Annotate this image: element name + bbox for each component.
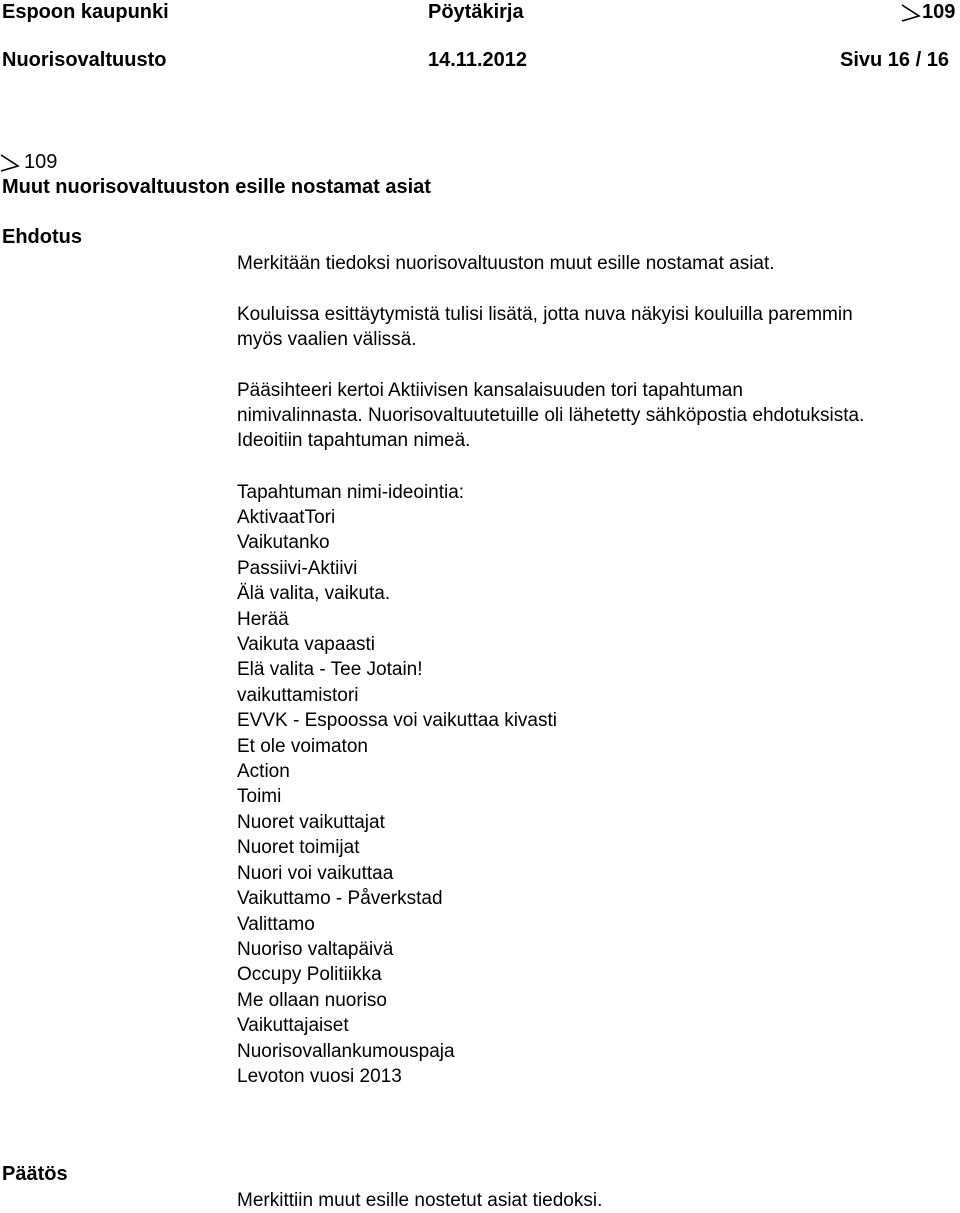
list-item: vaikuttamistori	[237, 684, 359, 706]
header-page: Sivu 16 / 16	[840, 49, 949, 71]
header-body: Nuorisovaltuusto	[2, 49, 167, 71]
list-item: Vaikuta vapaasti	[237, 634, 376, 656]
proposal-line: Kouluissa esittäytymistä tulisi lisätä, jotta nuva näkyisi kouluilla paremmin	[237, 304, 853, 325]
header-section-number: 109	[922, 1, 956, 23]
list-item: Passiivi-Aktiivi	[237, 557, 358, 579]
proposal-line: nimivalinnasta. Nuorisovaltuutetuille oli lähetetty sähköpostia ehdotuksista.	[237, 405, 865, 426]
list-item: Elä valita - Tee Jotain!	[237, 659, 423, 681]
header-doc-type: Pöytäkirja	[428, 1, 524, 23]
list-item: Action	[237, 761, 290, 783]
section-mark-icon	[0, 153, 22, 173]
list-item: Nuorisovallankumouspaja	[237, 1040, 455, 1062]
proposal-heading: Ehdotus	[2, 226, 82, 248]
list-item: Nuoret toimijat	[237, 837, 360, 859]
list-item: Vaikuttamo - Påverkstad	[237, 888, 443, 910]
proposal-line: myös vaalien välissä.	[237, 329, 417, 350]
list-item: Occupy Politiikka	[237, 964, 382, 986]
list-item: EVVK - Espoossa voi vaikuttaa kivasti	[237, 710, 557, 732]
item-number: 109	[24, 151, 58, 173]
list-item: Nuoriso valtapäivä	[237, 938, 394, 960]
list-item: Et ole voimaton	[237, 735, 368, 757]
item-title: Muut nuorisovaltuuston esille nostamat asiat	[2, 176, 431, 198]
list-item: Älä valita, vaikuta.	[237, 583, 391, 605]
list-item: Toimi	[237, 786, 282, 808]
header-date: 14.11.2012	[428, 49, 527, 71]
list-item: Levoton vuosi 2013	[237, 1065, 402, 1087]
proposal-line: Pääsihteeri kertoi Aktiivisen kansalaisuuden tori tapahtuman	[237, 380, 743, 401]
proposal-line: Merkitään tiedoksi nuorisovaltuuston muut esille nostamat asiat.	[237, 253, 775, 274]
list-item: Valittamo	[237, 913, 315, 935]
list-item: Vaikutanko	[237, 532, 330, 554]
header-city: Espoon kaupunki	[2, 1, 169, 23]
list-item: Vaikuttajaiset	[237, 1015, 349, 1037]
names-intro: Tapahtuman nimi-ideointia:	[237, 482, 465, 503]
list-item: Herää	[237, 608, 289, 630]
proposal-line: Ideoitiin tapahtuman nimeä.	[237, 430, 471, 451]
list-item: Nuori voi vaikuttaa	[237, 862, 394, 884]
decision-text: Merkittiin muut esille nostetut asiat tiedoksi.	[237, 1190, 603, 1211]
list-item: AktivaatTori	[237, 507, 336, 528]
list-item: Nuoret vaikuttajat	[237, 811, 385, 833]
decision-heading: Päätös	[2, 1163, 68, 1185]
section-mark-icon	[901, 3, 923, 23]
list-item: Me ollaan nuoriso	[237, 989, 387, 1011]
name-list	[237, 505, 557, 1089]
